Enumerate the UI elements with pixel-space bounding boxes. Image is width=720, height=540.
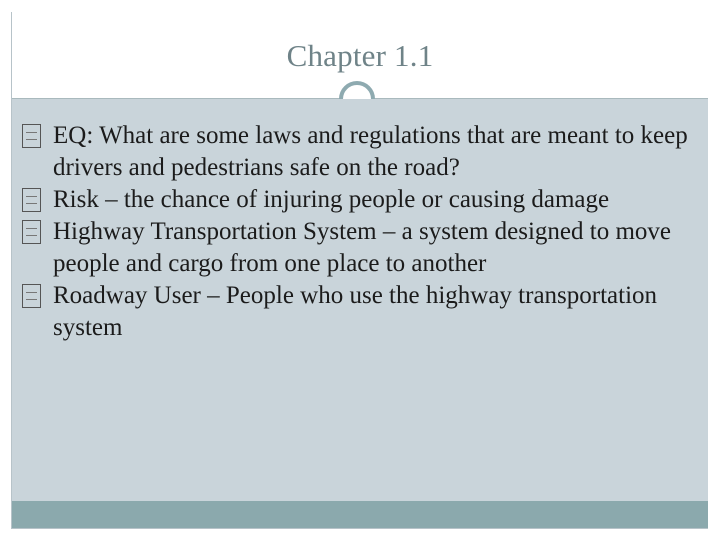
bullet-marker-icon — [22, 284, 41, 308]
bullet-marker-icon — [22, 220, 41, 244]
bullet-item — [22, 184, 702, 216]
bullet-text: Highway Transportation System – a system designed to move people and cargo from one place to another — [53, 218, 672, 277]
bullet-item — [22, 280, 702, 344]
bullet-marker-icon — [22, 188, 41, 212]
bullet-item — [22, 120, 702, 184]
bullet-marker-icon — [22, 124, 41, 148]
bullet-list — [22, 120, 702, 344]
bullet-text: EQ: What are some laws and regulations that are meant to keep drivers and pedestrians safe on the road? — [53, 122, 688, 181]
bullet-item — [22, 216, 702, 280]
slide-title: Chapter 1.1 — [286, 38, 434, 73]
bullet-text: Risk – the chance of injuring people or causing damage — [53, 186, 610, 213]
footer-bar — [12, 501, 708, 528]
bullet-text: Roadway User – People who use the highway transportation system — [53, 282, 658, 341]
